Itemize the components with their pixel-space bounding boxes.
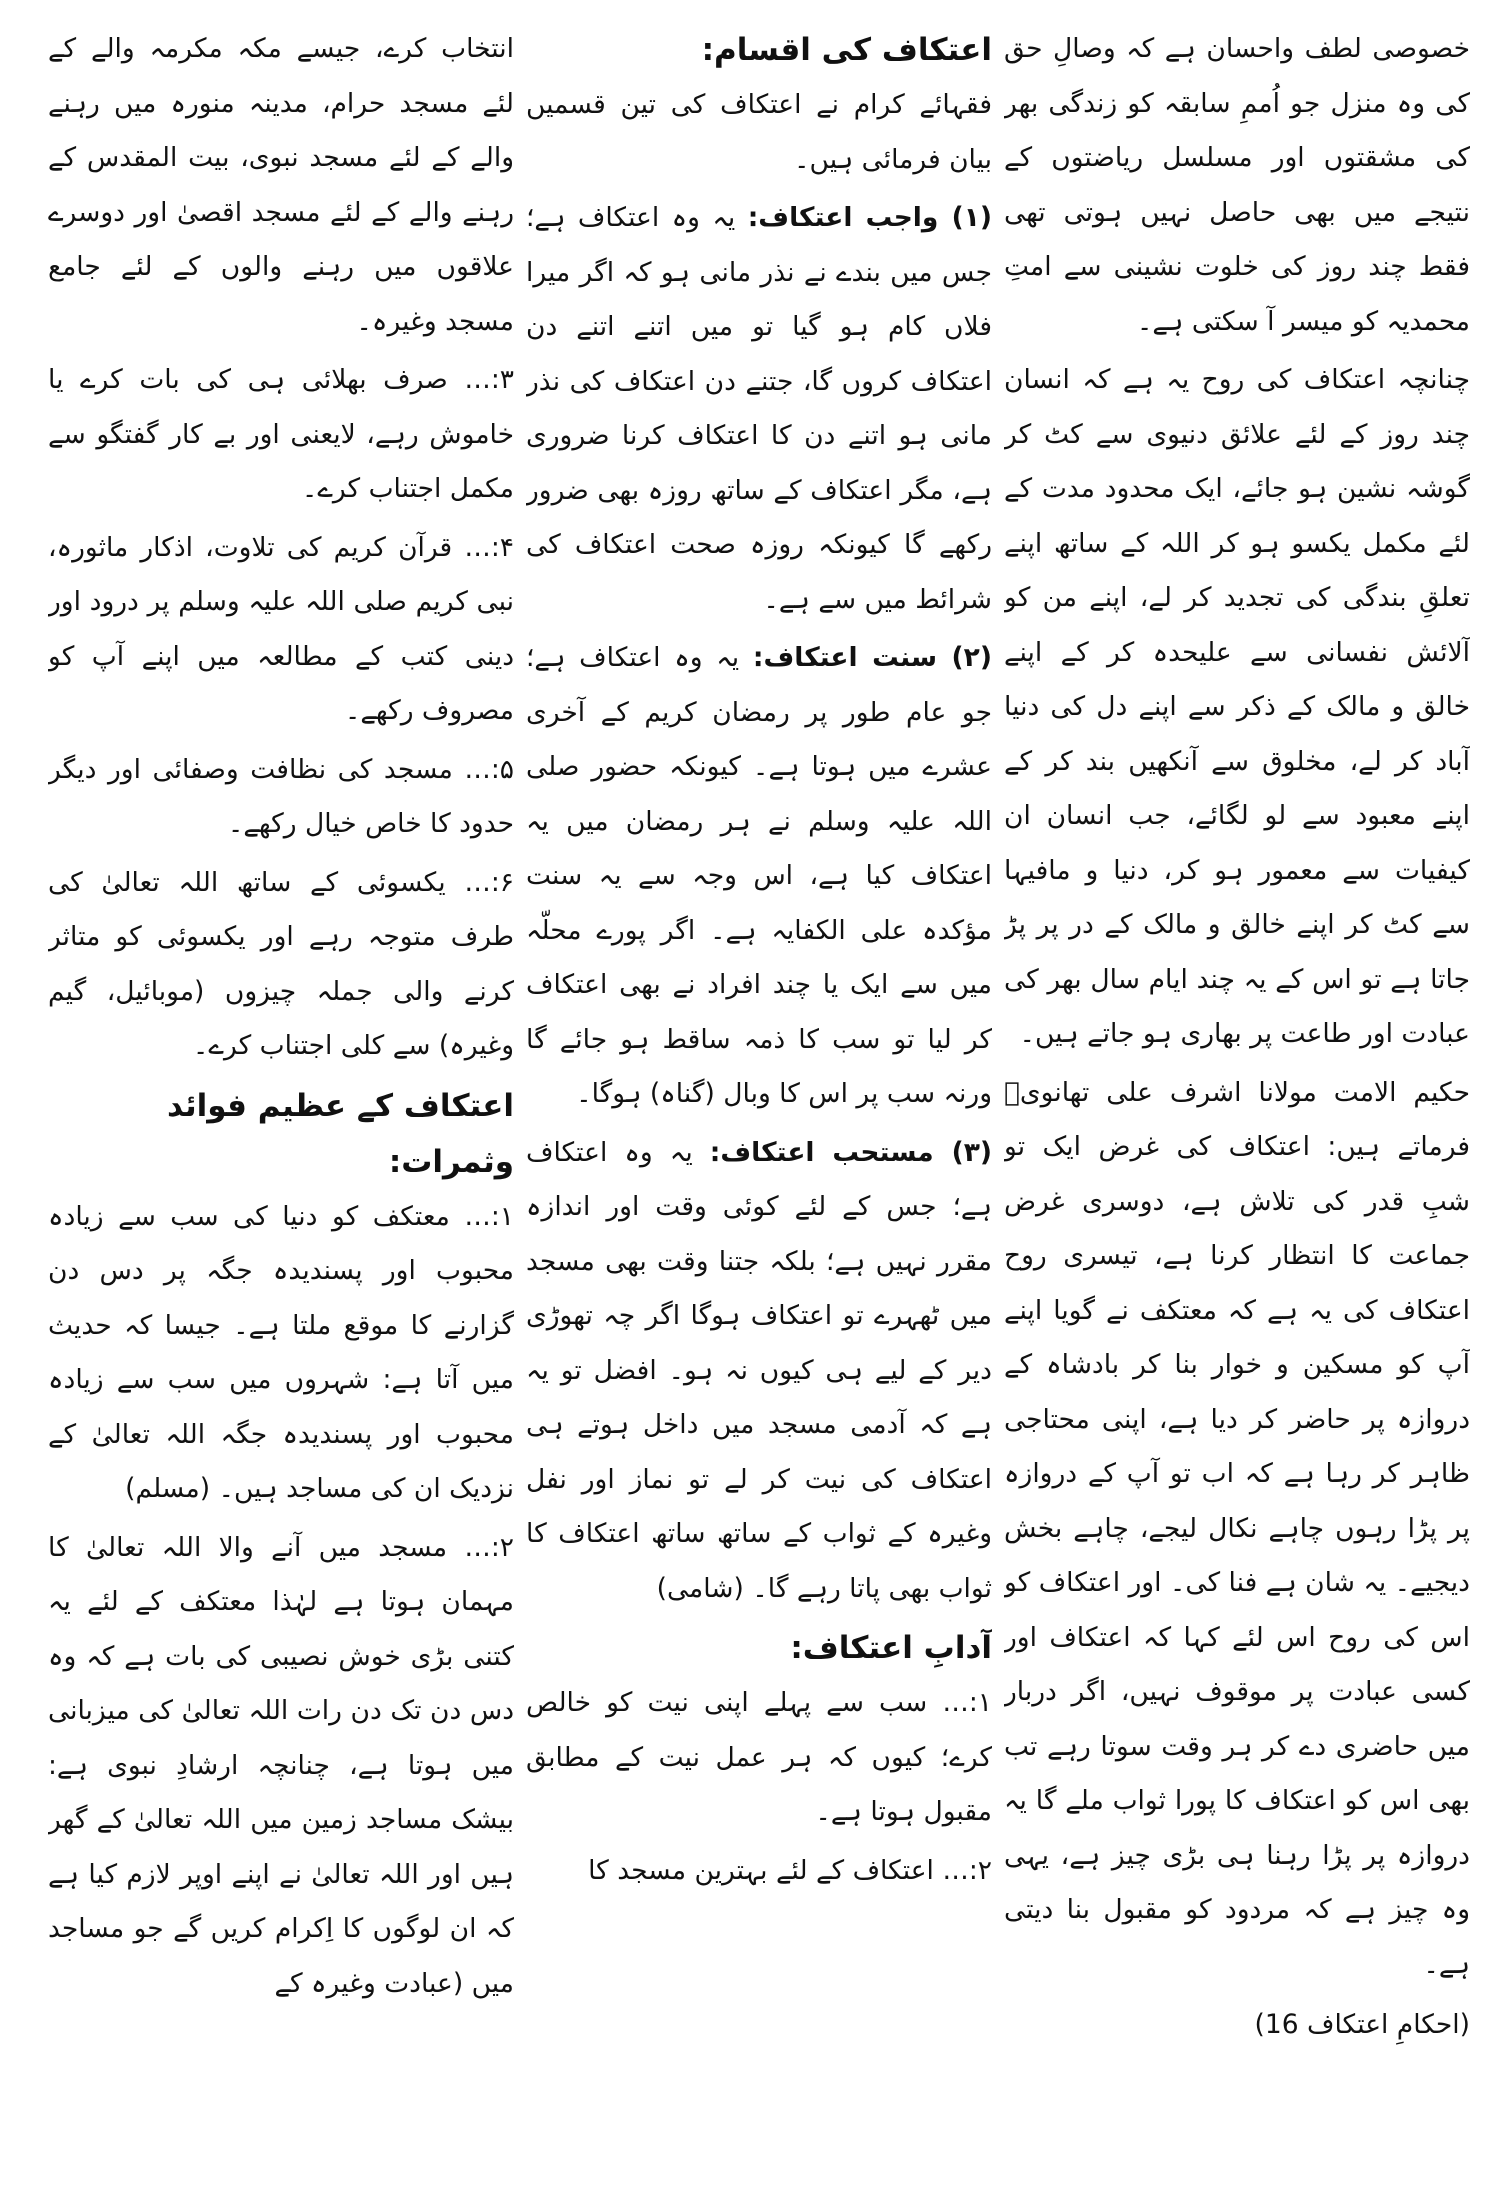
section-heading-types: اعتکاف کی اقسام: bbox=[701, 32, 992, 68]
paragraph: حکیم الامت مولانا اشرف علی تھانویؒ فرماتے ہیں: اعتکاف کی غرض ایک تو شبِ قدر کی تلاش ہے، دوسری غرض جماعت کا انتظار کرنا ہے، تیسری روح اعتکاف کی یہ ہے کہ معتکف نے گویا اپنے آپ کو مسکین و خوار بنا کر بادشاہ کے دروازہ پر حاضر کر دیا ہے، اپنی محتاجی ظاہر کر رہا ہے کہ اب تو آپ کے دروازہ پر پڑا رہوں چاہے نکال لیجے، چاہے بخش دیجیے۔ یہ شان ہے فنا کی۔ اور اعتکاف کو اس کی روح اس لئے کہا کہ اعتکاف اور کسی عبادت پر موقوف نہیں، اگر دربار میں حاضری دے کر ہر وقت سوتا رہے تب بھی اس کو اعتکاف کا پورا ثواب ملے گا یہ دروازہ پر پڑا رہنا ہی بڑی چیز ہے، یہی وہ چیز ہے کہ مردود کو مقبول بنا دیتی ہے۔ bbox=[1004, 1076, 1470, 1980]
paragraph: ۵:… مسجد کی نظافت وصفائی اور دیگر حدود کا خاص خیال رکھے۔ bbox=[48, 753, 514, 839]
subheading-sunnat: (۲) سنت اعتکاف: bbox=[752, 642, 992, 673]
paragraph: ۶:… یکسوئی کے ساتھ اللہ تعالیٰ کی طرف متوجہ رہے اور یکسوئی کو متاثر کرنے والی جملہ چیزوں (موبائیل، گیم وغیرہ) سے کلی اجتناب کرے۔ bbox=[48, 866, 514, 1061]
paragraph: ۱:… سب سے پہلے اپنی نیت کو خالص کرے؛ کیوں کہ ہر عمل نیت کے مطابق مقبول ہوتا ہے۔ bbox=[526, 1687, 992, 1827]
text-mustahab: یہ وہ اعتکاف ہے؛ جس کے لئے کوئی وقت اور اندازہ مقرر نہیں ہے؛ بلکہ جتنا وقت بھی مسجد میں ٹھہرے تو اعتکاف ہوگا اگر چہ تھوڑی دیر کے لیے ہی کیوں نہ ہو۔ افضل تو یہ ہے کہ آدمی مسجد میں داخل ہوتے ہی اعتکاف کی نیت کر لے تو نماز اور نفل وغیرہ کے ثواب کے ساتھ ساتھ اعتکاف کا ثواب بھی پاتا رہے گا۔ (شامی) bbox=[526, 1136, 992, 1604]
column-middle bbox=[526, 22, 992, 2180]
section-heading-etiquette: آدابِ اعتکاف: bbox=[790, 1630, 992, 1666]
paragraph-wajib bbox=[526, 191, 992, 627]
paragraph-sunnat bbox=[526, 631, 992, 1122]
text-sunnat: یہ وہ اعتکاف ہے؛ جو عام طور پر رمضان کریم کے آخری عشرے میں ہوتا ہے۔ کیونکہ حضور صلی اللہ علیہ وسلم نے ہر رمضان میں یہ اعتکاف کیا ہے، اس وجہ سے یہ سنت مؤکدہ علی الکفایہ ہے۔ اگر پورے محلّہ میں سے ایک یا چند افراد نے بھی اعتکاف کر لیا تو سب کا ذمہ ساقط ہو جائے گا ورنہ سب پر اس کا وبال (گناہ) ہوگا۔ bbox=[526, 642, 992, 1109]
paragraph: ۲:… مسجد میں آنے والا اللہ تعالیٰ کا مہمان ہوتا ہے لہٰذا معتکف کے لئے یہ کتنی بڑی خوش نصیبی کی بات ہے کہ وہ دس دن تک دن رات اللہ تعالیٰ کی میزبانی میں ہوتا ہے، چنانچہ ارشادِ نبوی ہے: بیشک مساجد زمین میں اللہ تعالیٰ کے گھر ہیں اور اللہ تعالیٰ نے اپنے اوپر لازم کیا ہے کہ ان لوگوں کا اِکرام کریں گے جو مساجد میں (عبادت وغیرہ کے bbox=[48, 1531, 514, 1999]
paragraph: ۴:… قرآن کریم کی تلاوت، اذکار ماثورہ، نبی کریم صلی اللہ علیہ وسلم پر درود اور دینی کتب کے مطالعہ میں اپنے آپ کو مصروف رکھے۔ bbox=[48, 531, 514, 726]
column-right bbox=[1004, 22, 1470, 2180]
section-heading-benefits: اعتکاف کے عظیم فوائد وثمرات: bbox=[167, 1087, 514, 1180]
column-left bbox=[48, 22, 514, 2180]
text-wajib: یہ وہ اعتکاف ہے؛ جس میں بندے نے نذر مانی ہو کہ اگر میرا فلاں کام ہو گیا تو میں اتنے اتنے دن اعتکاف کروں گا، جتنے دن اعتکاف کی نذر مانی ہو اتنے دن کا اعتکاف کرنا ضروری ہے، مگر اعتکاف کے ساتھ روزہ بھی ضرور رکھے گا کیونکہ روزہ صحت اعتکاف کی شرائط میں سے ہے۔ bbox=[526, 202, 992, 615]
paragraph-mustahab bbox=[526, 1126, 992, 1617]
subheading-mustahab: (۳) مستحب اعتکاف: bbox=[709, 1136, 992, 1168]
paragraph: خصوصی لطف واحسان ہے کہ وصالِ حق کی وہ منزل جو اُممِ سابقہ کو زندگی بھر کی مشقتوں اور مسلسل ریاضتوں کے نتیجے میں بھی حاصل نہیں ہوتی تھی فقط چند روز کی خلوت نشینی سے امتِ محمدیہ کو میسر آ سکتی ہے۔ bbox=[1004, 33, 1470, 337]
citation: (احکامِ اعتکاف 16) bbox=[1254, 2009, 1470, 2040]
paragraph: فقہائے کرام نے اعتکاف کی تین قسمیں بیان فرمائی ہیں۔ bbox=[526, 89, 992, 175]
subheading-wajib: (۱) واجب اعتکاف: bbox=[747, 202, 992, 233]
paragraph: چنانچہ اعتکاف کی روح یہ ہے کہ انسان چند روز کے لئے علائق دنیوی سے کٹ کر گوشہ نشین ہو جائے، ایک محدود مدت کے لئے مکمل یکسو ہو کر اللہ کے ساتھ اپنے تعلقِ بندگی کی تجدید کر لے، اپنے من کو آلائش نفسانی سے علیحدہ کر کے اپنے خالق و مالک کے ذکر سے اپنے دل کی دنیا آباد کر لے، مخلوق سے آنکھیں بند کر کے اپنے معبود سے لو لگائے، جب انسان ان کیفیات سے معمور ہو کر، دنیا و مافیہا سے کٹ کر اپنے خالق و مالک کے در پر پڑ جاتا ہے تو اس کے یہ چند ایام سال بھر کی عبادت اور طاعت پر بھاری ہو جاتے ہیں۔ bbox=[1004, 364, 1470, 1049]
paragraph: ۱:… معتکف کو دنیا کی سب سے زیادہ محبوب اور پسندیدہ جگہ پر دس دن گزارنے کا موقع ملتا ہے۔ جیسا کہ حدیث میں آتا ہے: شہروں میں سب سے زیادہ محبوب اور پسندیدہ جگہ اللہ تعالیٰ کے نزدیک ان کی مساجد ہیں۔ (مسلم) bbox=[48, 1200, 514, 1504]
paragraph: انتخاب کرے، جیسے مکہ مکرمہ والے کے لئے مسجد حرام، مدینہ منورہ میں رہنے والے کے لئے مسجد نبوی، بیت المقدس کے رہنے والے کے لئے مسجد اقصیٰ اور دوسرے علاقوں میں رہنے والوں کے لئے جامع مسجد وغیرہ۔ bbox=[48, 33, 514, 337]
paragraph: ۲:… اعتکاف کے لئے بہترین مسجد کا bbox=[588, 1854, 992, 1886]
paragraph: ۳:… صرف بھلائی ہی کی بات کرے یا خاموش رہے، لایعنی اور بے کار گفتگو سے مکمل اجتناب کرے۔ bbox=[48, 364, 514, 504]
